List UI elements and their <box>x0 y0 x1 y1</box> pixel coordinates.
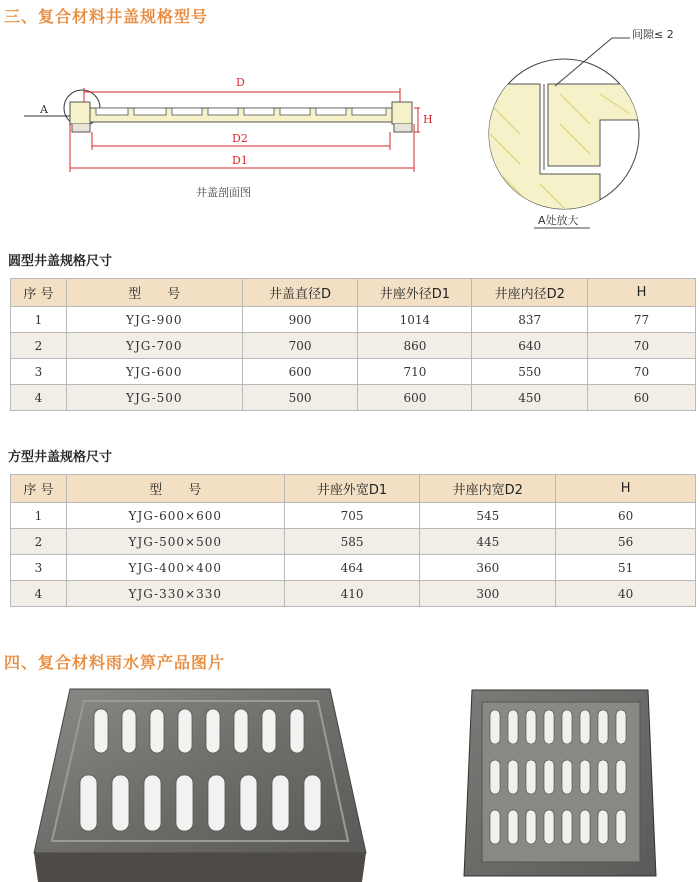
round-table-caption: 圆型井盖规格尺寸 <box>8 254 113 269</box>
table-cell: 600 <box>242 359 358 385</box>
table-cell: 4 <box>11 385 67 411</box>
table-cell: 900 <box>242 307 358 333</box>
label-a: A <box>40 103 48 116</box>
table-cell: 860 <box>358 333 472 359</box>
table-cell: 3 <box>11 555 67 581</box>
table-cell: 3 <box>11 359 67 385</box>
table-cell: 51 <box>556 555 696 581</box>
table-cell: 70 <box>588 333 696 359</box>
table-cell: 710 <box>358 359 472 385</box>
column-header: 序 号 <box>11 279 67 307</box>
table-header-row <box>11 279 696 307</box>
table-cell: YJG-600×600 <box>66 503 284 529</box>
table-cell: YJG-700 <box>66 333 242 359</box>
column-header: H <box>556 475 696 503</box>
dimension-d-label: D <box>236 76 245 89</box>
table-cell: YJG-600 <box>66 359 242 385</box>
table-cell: 410 <box>284 581 420 607</box>
table-cell: 60 <box>588 385 696 411</box>
table-cell: 640 <box>472 333 588 359</box>
rain-grate-photo-rectangular <box>30 683 370 882</box>
table-cell: 545 <box>420 503 556 529</box>
table-cell: 4 <box>11 581 67 607</box>
table-cell: 700 <box>242 333 358 359</box>
table-cell: 40 <box>556 581 696 607</box>
table-cell: 360 <box>420 555 556 581</box>
table-row <box>11 333 696 359</box>
table-header-row <box>11 475 696 503</box>
column-header: 井座内宽D2 <box>420 475 556 503</box>
column-header: 井座内径D2 <box>472 279 588 307</box>
section-4-title: 四、复合材料雨水箅产品图片 <box>4 653 226 672</box>
table-cell: 77 <box>588 307 696 333</box>
table-row <box>11 359 696 385</box>
table-cell: YJG-500 <box>66 385 242 411</box>
dimension-d1-label: D1 <box>232 154 248 167</box>
table-row <box>11 503 696 529</box>
rain-grate-photo-square <box>460 686 660 882</box>
table-cell: 550 <box>472 359 588 385</box>
table-cell: YJG-400×400 <box>66 555 284 581</box>
table-row <box>11 529 696 555</box>
table-cell: YJG-900 <box>66 307 242 333</box>
square-spec-table <box>10 474 696 607</box>
table-cell: 445 <box>420 529 556 555</box>
section-diagram-caption: 井盖剖面图 <box>196 186 251 199</box>
round-spec-table <box>10 278 696 411</box>
table-cell: 2 <box>11 529 67 555</box>
table-row <box>11 581 696 607</box>
table-cell: 2 <box>11 333 67 359</box>
table-cell: 1 <box>11 503 67 529</box>
cross-section-diagram <box>0 24 700 234</box>
table-row <box>11 385 696 411</box>
table-cell: 60 <box>556 503 696 529</box>
table-cell: 56 <box>556 529 696 555</box>
column-header: 井座外宽D1 <box>284 475 420 503</box>
section-3-title: 三、复合材料井盖规格型号 <box>4 7 209 26</box>
table-cell: 300 <box>420 581 556 607</box>
table-cell: 450 <box>472 385 588 411</box>
table-cell: 1 <box>11 307 67 333</box>
table-cell: 705 <box>284 503 420 529</box>
table-cell: 837 <box>472 307 588 333</box>
table-cell: 1014 <box>358 307 472 333</box>
table-cell: 600 <box>358 385 472 411</box>
table-cell: YJG-330×330 <box>66 581 284 607</box>
detail-enlargement <box>480 27 674 228</box>
table-row <box>11 307 696 333</box>
table-cell: 585 <box>284 529 420 555</box>
table-row <box>11 555 696 581</box>
cover-section <box>70 102 412 132</box>
column-header: 井座外径D1 <box>358 279 472 307</box>
column-header: 型 号 <box>66 279 242 307</box>
table-cell: 464 <box>284 555 420 581</box>
zoom-caption: A处放大 <box>538 214 579 227</box>
dimension-h-label: H <box>423 113 433 126</box>
column-header: 井盖直径D <box>242 279 358 307</box>
table-cell: YJG-500×500 <box>66 529 284 555</box>
column-header: 序 号 <box>11 475 67 503</box>
column-header: H <box>588 279 696 307</box>
table-cell: 500 <box>242 385 358 411</box>
square-table-caption: 方型井盖规格尺寸 <box>8 450 113 465</box>
gap-label: 间隙≤ 2 <box>632 28 674 41</box>
column-header: 型 号 <box>66 475 284 503</box>
dimension-d2-label: D2 <box>232 132 248 145</box>
table-cell: 70 <box>588 359 696 385</box>
